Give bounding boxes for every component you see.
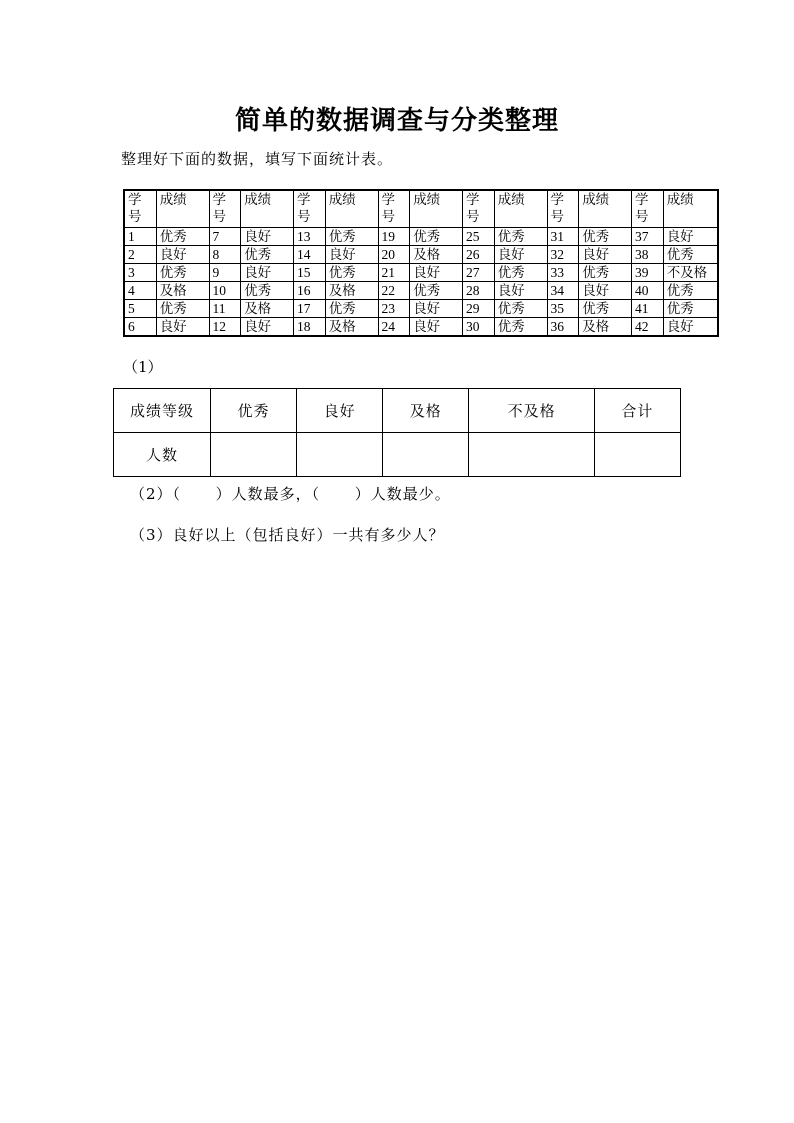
student-number: 35 [547, 300, 579, 318]
student-number: 39 [632, 264, 664, 282]
student-number: 28 [463, 282, 495, 300]
student-number: 36 [547, 318, 579, 337]
student-number: 27 [463, 264, 495, 282]
student-number: 40 [632, 282, 664, 300]
student-grade: 良好 [494, 282, 547, 300]
stat-header-cell: 优秀 [211, 389, 297, 433]
page-title: 简单的数据调查与分类整理 [234, 106, 559, 136]
answer-cell-pass[interactable] [383, 433, 469, 477]
student-number: 19 [378, 228, 410, 246]
stat-header-cell: 成绩等级 [114, 389, 211, 433]
student-grade: 优秀 [663, 246, 718, 264]
answer-cell-excellent[interactable] [211, 433, 297, 477]
student-number: 1 [124, 228, 156, 246]
student-grade: 优秀 [494, 318, 547, 337]
header-grade: 成绩 [494, 190, 547, 228]
student-grade: 及格 [325, 318, 378, 337]
student-number: 3 [124, 264, 156, 282]
student-number: 14 [294, 246, 326, 264]
student-number: 24 [378, 318, 410, 337]
instruction-text: 整理好下面的数据，填写下面统计表。 [121, 150, 394, 168]
header-char: 学 [212, 192, 226, 207]
header-char: 学 [550, 192, 564, 207]
student-grade: 良好 [410, 264, 463, 282]
header-student-number [124, 190, 156, 228]
answer-cell-fail[interactable] [469, 433, 594, 477]
header-student-number [463, 190, 495, 228]
stat-header-cell: 良好 [297, 389, 383, 433]
student-number: 7 [209, 228, 241, 246]
stat-header-cell: 及格 [383, 389, 469, 433]
stat-row-label: 人数 [114, 433, 211, 477]
header-student-number [378, 190, 410, 228]
student-grade: 优秀 [241, 246, 294, 264]
student-number: 17 [294, 300, 326, 318]
student-number: 5 [124, 300, 156, 318]
student-number: 38 [632, 246, 664, 264]
header-char: 学 [635, 192, 649, 207]
student-grade: 优秀 [156, 228, 209, 246]
header-grade: 成绩 [410, 190, 463, 228]
header-char: 学 [128, 192, 142, 207]
header-student-number [547, 190, 579, 228]
student-grade: 优秀 [241, 282, 294, 300]
student-grade: 良好 [156, 318, 209, 337]
header-grade: 成绩 [325, 190, 378, 228]
table-row [124, 264, 718, 282]
student-number: 23 [378, 300, 410, 318]
header-char: 号 [466, 209, 480, 224]
header-grade: 成绩 [241, 190, 294, 228]
student-grades-table [123, 189, 719, 337]
student-number: 12 [209, 318, 241, 337]
student-grade: 良好 [241, 264, 294, 282]
header-char: 号 [128, 209, 142, 224]
student-number: 37 [632, 228, 664, 246]
student-number: 9 [209, 264, 241, 282]
student-grade: 良好 [494, 246, 547, 264]
student-number: 20 [378, 246, 410, 264]
student-grade: 及格 [579, 318, 632, 337]
student-grade: 优秀 [663, 300, 718, 318]
student-number: 25 [463, 228, 495, 246]
student-grade: 优秀 [156, 300, 209, 318]
student-grade: 优秀 [325, 228, 378, 246]
header-grade: 成绩 [156, 190, 209, 228]
student-grade: 良好 [410, 300, 463, 318]
student-number: 10 [209, 282, 241, 300]
header-student-number [294, 190, 326, 228]
answer-cell-total[interactable] [594, 433, 680, 477]
student-number: 41 [632, 300, 664, 318]
student-number: 8 [209, 246, 241, 264]
student-number: 4 [124, 282, 156, 300]
question-2-text: （2）（ ）人数最多，（ ）人数最少。 [130, 485, 451, 503]
student-grade: 优秀 [156, 264, 209, 282]
student-grade: 良好 [325, 246, 378, 264]
statistics-table [113, 388, 681, 477]
header-char: 号 [635, 209, 649, 224]
student-number: 33 [547, 264, 579, 282]
header-char: 号 [297, 209, 311, 224]
student-grade: 优秀 [494, 300, 547, 318]
student-grade: 优秀 [325, 264, 378, 282]
table-row [124, 318, 718, 337]
student-number: 22 [378, 282, 410, 300]
table-row [124, 246, 718, 264]
stat-header-cell: 不及格 [469, 389, 594, 433]
student-grade: 优秀 [579, 228, 632, 246]
student-grade: 优秀 [579, 264, 632, 282]
student-grade: 良好 [410, 318, 463, 337]
header-char: 号 [550, 209, 564, 224]
header-char: 学 [297, 192, 311, 207]
student-number: 6 [124, 318, 156, 337]
student-grade: 优秀 [410, 282, 463, 300]
table-row [124, 228, 718, 246]
data-table-header-row [124, 190, 718, 228]
student-number: 2 [124, 246, 156, 264]
header-char: 学 [466, 192, 480, 207]
student-grade: 及格 [156, 282, 209, 300]
student-grade: 及格 [325, 282, 378, 300]
student-number: 21 [378, 264, 410, 282]
student-grade: 优秀 [579, 300, 632, 318]
student-grade: 不及格 [663, 264, 718, 282]
student-grade: 良好 [663, 228, 718, 246]
question-1-label: （1） [123, 358, 163, 376]
student-grade: 良好 [241, 228, 294, 246]
student-number: 11 [209, 300, 241, 318]
stat-count-row [114, 433, 681, 477]
header-char: 号 [212, 209, 226, 224]
student-grade: 及格 [410, 246, 463, 264]
header-student-number [209, 190, 241, 228]
table-row [124, 282, 718, 300]
student-grade: 优秀 [325, 300, 378, 318]
header-char: 号 [381, 209, 395, 224]
student-grade: 优秀 [494, 264, 547, 282]
student-number: 31 [547, 228, 579, 246]
student-number: 16 [294, 282, 326, 300]
header-grade: 成绩 [663, 190, 718, 228]
student-number: 13 [294, 228, 326, 246]
header-grade: 成绩 [579, 190, 632, 228]
stat-header-cell: 合计 [594, 389, 680, 433]
student-number: 15 [294, 264, 326, 282]
student-number: 18 [294, 318, 326, 337]
student-grade: 良好 [241, 318, 294, 337]
table-row [124, 300, 718, 318]
student-grade: 良好 [663, 318, 718, 337]
stat-header-row [114, 389, 681, 433]
student-number: 42 [632, 318, 664, 337]
question-3-text: （3）良好以上（包括良好）一共有多少人？ [130, 526, 445, 544]
student-grade: 优秀 [410, 228, 463, 246]
header-char: 学 [381, 192, 395, 207]
student-grade: 良好 [156, 246, 209, 264]
student-grade: 优秀 [663, 282, 718, 300]
student-number: 34 [547, 282, 579, 300]
header-student-number [632, 190, 664, 228]
student-grade: 良好 [579, 246, 632, 264]
student-grade: 及格 [241, 300, 294, 318]
student-grade: 良好 [579, 282, 632, 300]
student-grade: 优秀 [494, 228, 547, 246]
answer-cell-good[interactable] [297, 433, 383, 477]
student-number: 32 [547, 246, 579, 264]
student-number: 30 [463, 318, 495, 337]
student-number: 26 [463, 246, 495, 264]
student-number: 29 [463, 300, 495, 318]
